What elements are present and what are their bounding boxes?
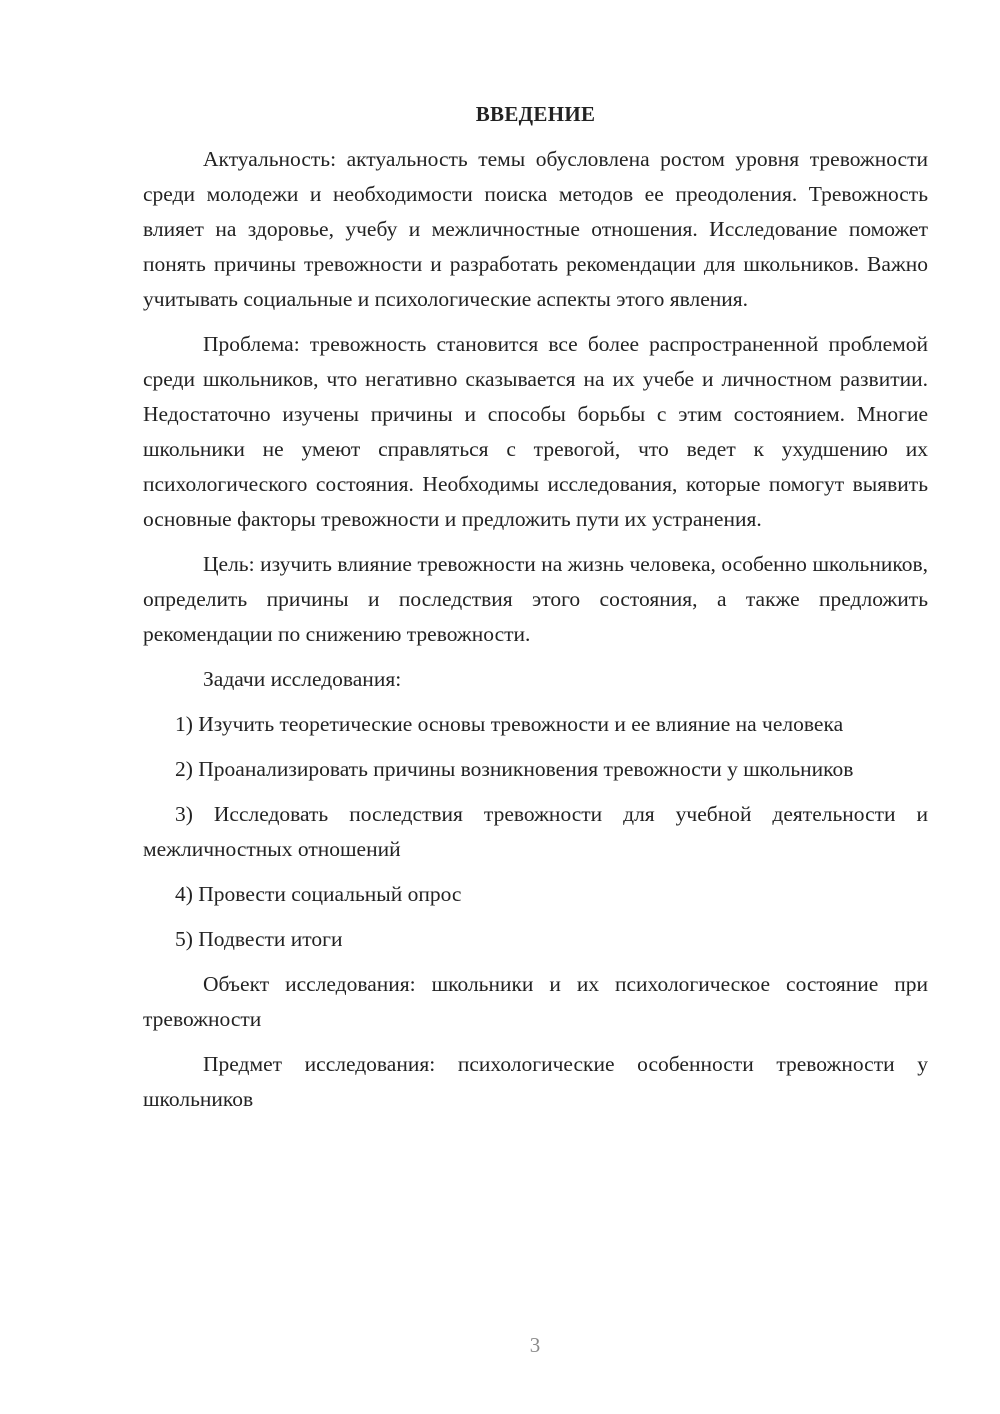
section-title: ВВЕДЕНИЕ: [475, 102, 596, 126]
problem-paragraph: Проблема: тревожность становится все более распространенной проблемой среди школьников, что негативно сказывается на их учебе и личностном развитии. Недостаточно изучены причины и способы борьбы с этим состоянием. Многие школьники не умеют справляться с тревогой, что ведет к ухудшению их психологического состояния. Необходимы исследования, которые помогут выявить основные факторы тревожности и предложить пути их устранения.: [143, 332, 928, 531]
task-item: 2) Проанализировать причины возникновения тревожности у школьников: [175, 757, 854, 781]
relevance-paragraph: Актуальность: актуальность темы обусловлена ростом уровня тревожности среди молодежи и необходимости поиска методов ее преодоления. Тревожность влияет на здоровье, учебу и межличностные отношения. Исследование поможет понять причины тревожности и разработать рекомендации для школьников. Важно учитывать социальные и психологические аспекты этого явления.: [143, 147, 928, 311]
object-paragraph: Объект исследования: школьники и их психологическое состояние при тревожности: [143, 972, 928, 1031]
tasks-list: [143, 707, 928, 957]
task-item: 1) Изучить теоретические основы тревожности и ее влияние на человека: [175, 712, 844, 736]
task-item: 5) Подвести итоги: [175, 927, 343, 951]
tasks-heading: Задачи исследования:: [203, 667, 402, 691]
page-number: 3: [529, 1333, 541, 1357]
subject-paragraph: Предмет исследования: психологические особенности тревожности у школьников: [143, 1052, 928, 1111]
task-item: 4) Провести социальный опрос: [175, 882, 462, 906]
goal-paragraph: Цель: изучить влияние тревожности на жизнь человека, особенно школьников, определить причины и последствия этого состояния, а также предложить рекомендации по снижению тревожности.: [143, 552, 928, 646]
page-content: [143, 97, 928, 1127]
task-item: 3) Исследовать последствия тревожности для учебной деятельности и межличностных отношений: [143, 802, 928, 861]
